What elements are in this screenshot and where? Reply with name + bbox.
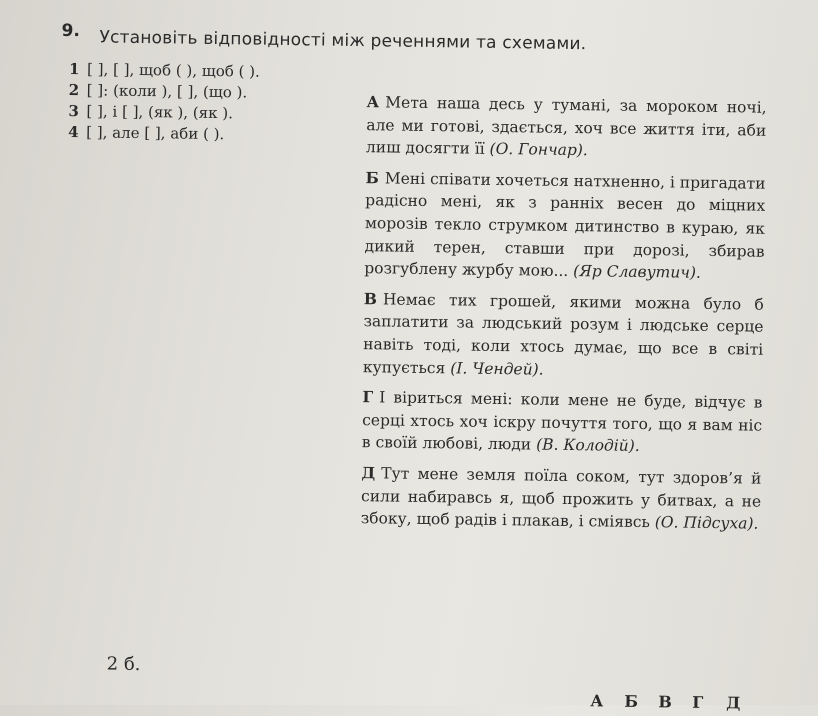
answer-letter: Г — [692, 692, 704, 712]
sentence-text: Немає тих грошей, якими можна було б заплатити за людський розум і людське серце навіть тоді, коли хтось думає, що все в світі купується — [362, 290, 764, 377]
sentence-item — [362, 386, 763, 459]
scheme-number: 2 — [68, 80, 80, 100]
scheme-item — [68, 122, 259, 146]
scheme-item — [68, 101, 259, 125]
sentence-author: (В. Колодій). — [536, 435, 640, 456]
answer-letter: Д — [726, 693, 741, 713]
sentence-author: (О. Гончар). — [489, 140, 588, 160]
answer-letter: А — [590, 691, 604, 711]
scheme-number: 4 — [68, 122, 79, 142]
scheme-number: 3 — [68, 101, 80, 121]
scheme-item — [69, 80, 260, 104]
sentence-letter: Д — [361, 462, 376, 483]
answer-letter: Б — [624, 691, 639, 711]
question-number: 9. — [61, 20, 81, 42]
sentence-letter: А — [366, 92, 380, 112]
sentence-text: Тут мене земля поїла соком, тут здоров’я й сили набиравсь я, щоб прожить у битвах, а не збоку, щоб радів і плакав, і сміявсь — [360, 464, 762, 532]
scheme-item — [69, 59, 260, 83]
sentence-author: (О. Підсуха). — [654, 513, 759, 533]
sentence-text: І віриться мені: коли мене не буде, відчує в серці хтось хоч іскру почуття того, що я вам ніс в своїй любові, люди — [361, 388, 763, 454]
question-title: Установіть відповідності між реченнями та схемами. — [99, 27, 587, 55]
sentence-text: Мета наша десь у тумані, за мороком ночі, але ми готові, здається, хоч все життя іти, аби лиш досягти її — [365, 93, 767, 158]
score-label: 2 б. — [106, 653, 141, 676]
sentence-author: (І. Чендей). — [450, 358, 544, 379]
scheme-number: 1 — [68, 59, 80, 79]
sentence-item — [364, 167, 766, 286]
sentence-letter: Б — [365, 167, 379, 188]
sentence-item — [366, 91, 767, 164]
scheme-text: [ ], але [ ], аби ( ). — [86, 123, 225, 144]
sentence-author: (Яр Славутич). — [573, 262, 702, 282]
scheme-text: [ ], [ ], щоб ( ), щоб ( ). — [86, 60, 260, 81]
scheme-list — [68, 59, 260, 146]
sentence-item — [363, 288, 764, 384]
scheme-text: [ ]: (коли ), [ ], (що ). — [86, 81, 248, 102]
sentence-letter: В — [363, 288, 378, 309]
answer-grid-header — [590, 691, 760, 712]
sentence-list — [361, 91, 767, 543]
answer-letter: В — [658, 692, 672, 712]
sentence-letter: Г — [362, 387, 374, 407]
scheme-text: [ ], і [ ], (як ), (як ). — [86, 102, 234, 123]
sentence-text: Мені співати хочеться натхненно, і пригадати радісно мені, як з ранніх весен до міцних морозів текло струмком дитинство в кураю, як дикий терен, ставши при дорозі, збирав розгублену журбу мою... — [364, 169, 766, 281]
sentence-item — [361, 462, 762, 535]
